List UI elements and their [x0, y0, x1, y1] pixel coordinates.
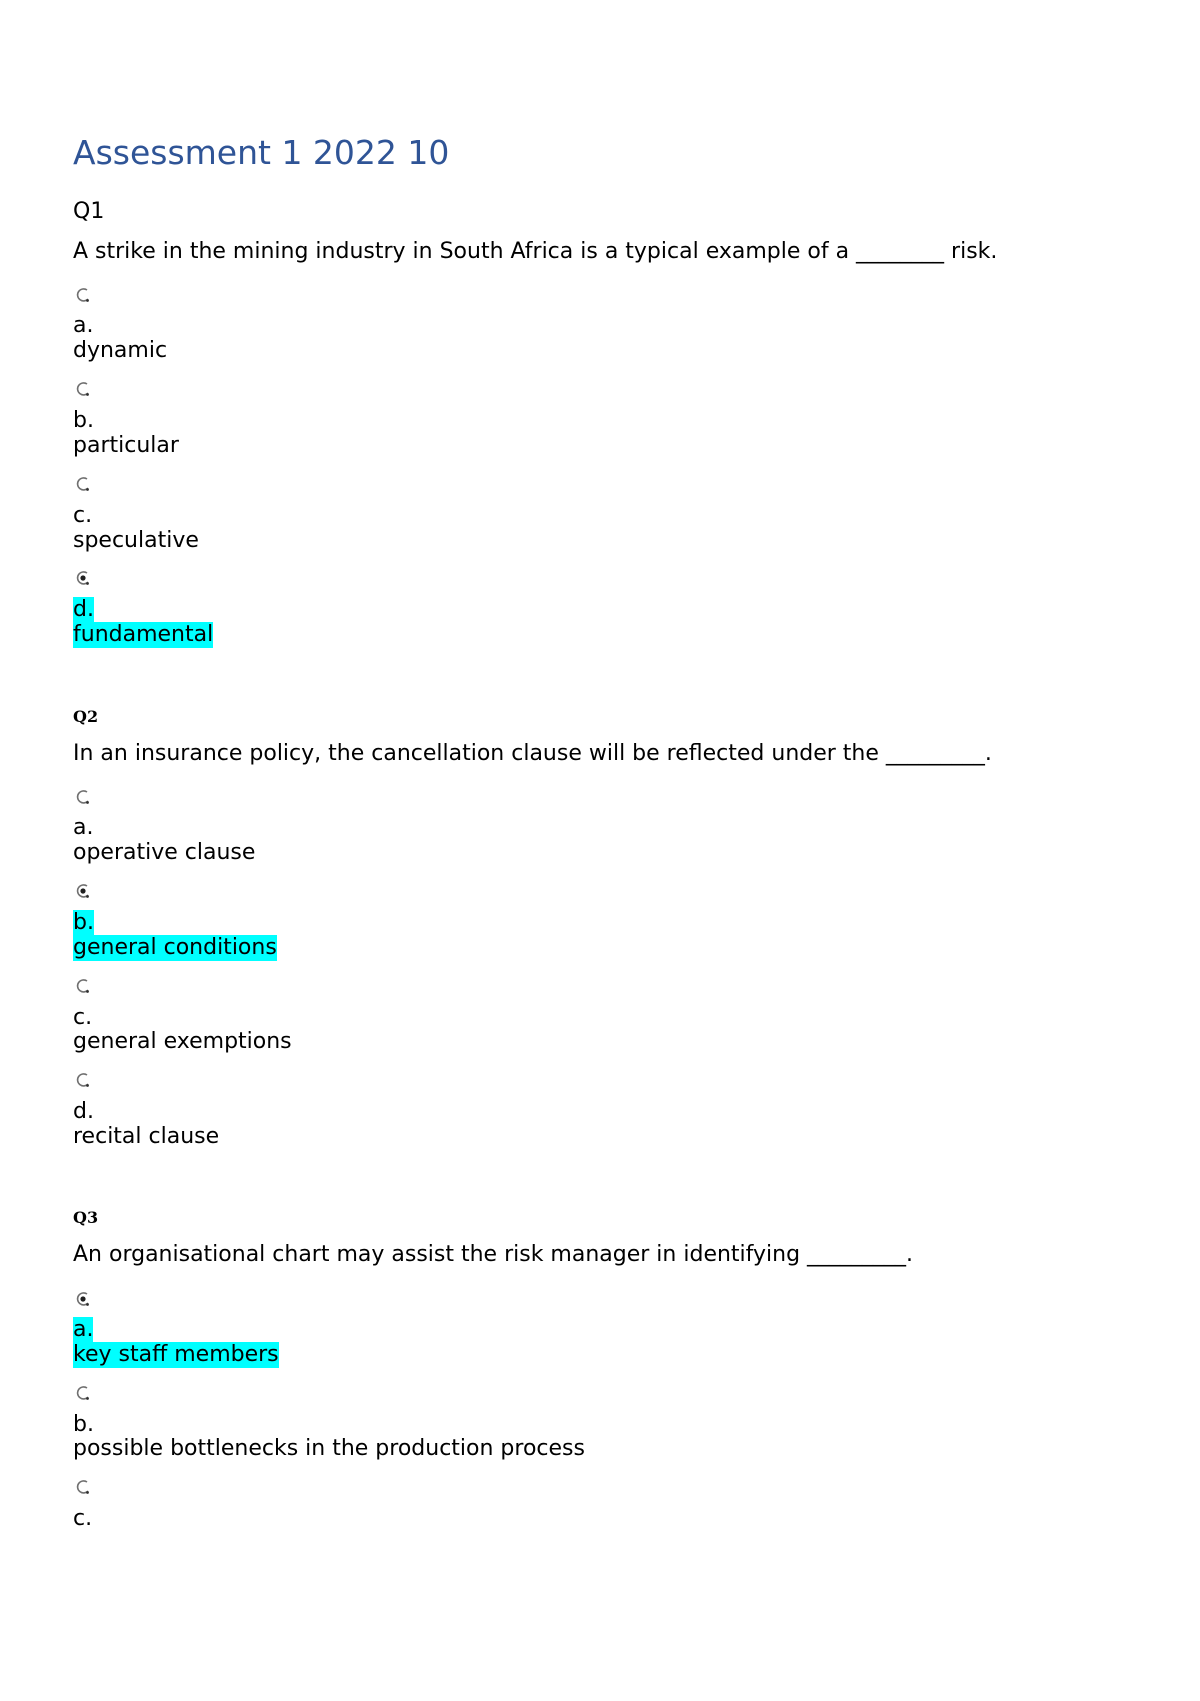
question-label: Q3 [73, 1208, 99, 1227]
option-letter: b. [73, 1412, 94, 1437]
option-letter-selected: b. [73, 910, 94, 935]
option-text: dynamic [73, 338, 168, 363]
radio-unselected-icon[interactable] [75, 788, 91, 806]
radio-unselected-icon[interactable] [75, 475, 91, 493]
radio-unselected-icon[interactable] [75, 1478, 91, 1496]
option-text: operative clause [73, 840, 256, 865]
question-label: Q1 [73, 199, 105, 224]
option-letter: b. [73, 408, 94, 433]
radio-unselected-icon[interactable] [75, 1384, 91, 1402]
radio-unselected-icon[interactable] [75, 977, 91, 995]
question-label: Q2 [73, 707, 99, 726]
option-text: particular [73, 433, 179, 458]
option-text: general exemptions [73, 1029, 292, 1054]
radio-unselected-icon[interactable] [75, 286, 91, 304]
radio-selected-icon[interactable] [75, 882, 91, 900]
question-text: In an insurance policy, the cancellation clause will be reflected under the _________. [73, 741, 992, 766]
radio-selected-icon[interactable] [75, 1290, 91, 1308]
option-letter: c. [73, 1005, 93, 1030]
document-title: Assessment 1 2022 10 [73, 133, 450, 172]
radio-selected-icon[interactable] [75, 569, 91, 587]
option-text: speculative [73, 528, 199, 553]
option-text-selected: general conditions [73, 935, 277, 960]
option-letter-selected: a. [73, 1317, 94, 1342]
radio-unselected-icon[interactable] [75, 1071, 91, 1089]
question-text: An organisational chart may assist the risk manager in identifying _________. [73, 1242, 914, 1267]
radio-unselected-icon[interactable] [75, 380, 91, 398]
option-letter: c. [73, 503, 93, 528]
option-text: possible bottlenecks in the production process [73, 1436, 585, 1461]
option-letter-selected: d. [73, 597, 94, 622]
option-letter: a. [73, 313, 94, 338]
option-text: recital clause [73, 1124, 220, 1149]
option-letter: a. [73, 815, 94, 840]
question-text: A strike in the mining industry in South Africa is a typical example of a ________ risk. [73, 239, 998, 264]
option-letter: d. [73, 1099, 94, 1124]
option-text-selected: key staff members [73, 1342, 279, 1367]
option-text-selected: fundamental [73, 622, 214, 647]
option-letter: c. [73, 1506, 93, 1531]
